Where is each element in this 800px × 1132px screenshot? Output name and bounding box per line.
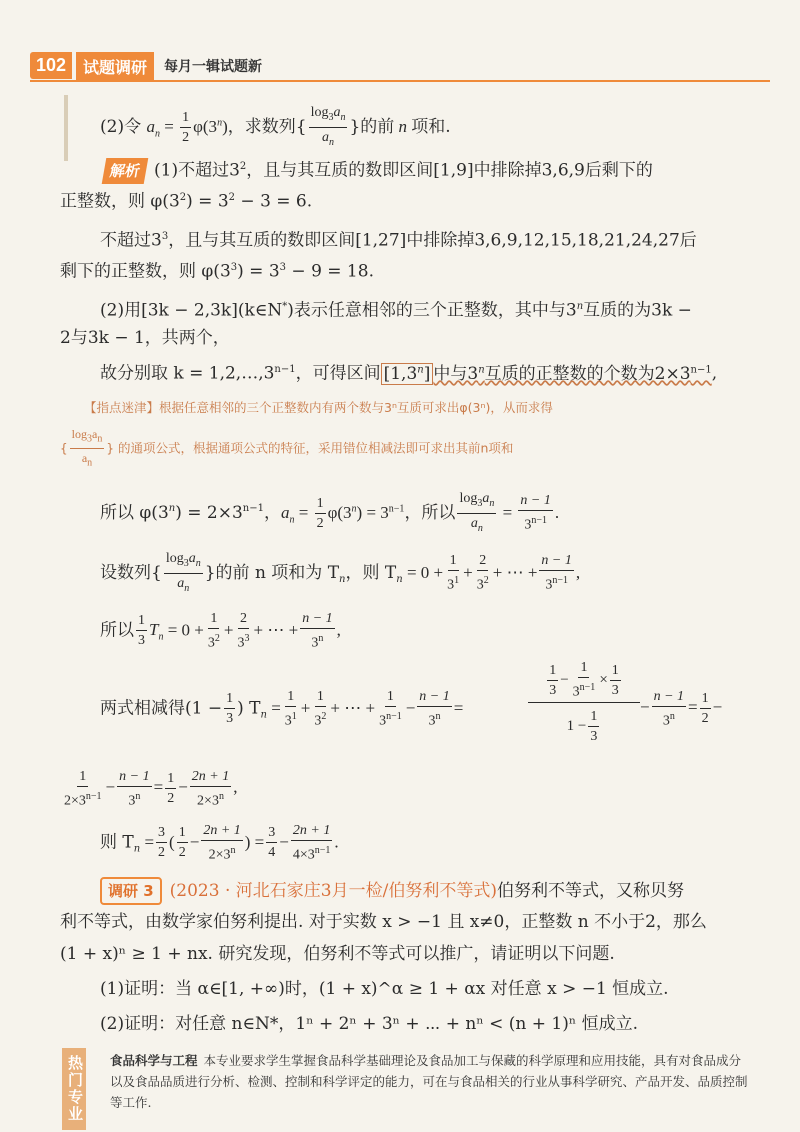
footer-box: [110, 1050, 750, 1113]
compound-fraction: $\frac{1}{3}$ − $\frac{1}{3^{n-1}}$ × $\frac{1}{3}$ 1 − $\frac{1}{3}$: [528, 658, 640, 749]
page-header: [30, 50, 770, 80]
solution-p2: 不超过$3^3$，且与其互质的数即区间[1,27]中排除掉3,6,9,12,15,18,21,24,27后: [100, 230, 697, 251]
header-rule: [30, 80, 770, 82]
solution-p4: 2与3k − 1，共两个，: [60, 328, 230, 348]
solution-p1: 解析 (1)不超过$3^2$，且与其互质的数即区间[1,9]中排除掉3,6,9后剩下的: [104, 155, 653, 184]
derivation-line3: 所以 $\frac{1}{3}$ $T_n = 0$ + $\frac{1}{3^2}$ + $\frac{2}{3^3}$ + ⋯ + $\frac{n - 1}{3^n}$ ,: [100, 611, 341, 651]
margin-bar: [64, 95, 68, 161]
solution-p1-cont: 正整数，则 $\varphi(3^2) = 3^2 - 3 = 6$.: [60, 191, 313, 212]
derivation-line4-tail: − $\frac{n - 1}{3^n}$ = $\frac{1}{2}$ −: [640, 689, 723, 729]
research3-tag: 调研 3: [100, 877, 162, 905]
research3-p3: (1 + x)ⁿ ≥ 1 + nx. 研究发现，伯努利不等式可以推广，请证明以下问题.: [60, 944, 615, 964]
hint-note-line1: 【指点迷津】根据任意相邻的三个正整数内有两个数与3ⁿ互质可求出φ(3ⁿ)，从而求得: [84, 400, 553, 415]
question-2: (2)令 $a_n$ = $\frac{1}{2}$ φ(3$^n$)，求数列{ $\frac{\log_3a_n}{a_n}$ }的前 n 项和.: [100, 105, 451, 148]
derivation-line5: $\frac{1}{2\times 3^{n-1}}$ − $\frac{n - 1}{3^n}$ = $\frac{1}{2}$ − $\frac{2n + 1}{2\times 3^n}$ ,: [64, 769, 238, 809]
research3-p2: 利不等式，由数学家伯努利提出. 对于实数 x > −1 且 x≠0，正整数 n 不小于2，那么: [60, 912, 707, 932]
hint-note-line2: { $\frac{\log_3a_n}{a_n}$ } 的通项公式，根据通项公式的特征，采用错位相减法即可求出其前n项和: [60, 427, 514, 469]
research3-p1: 调研 3 (2023 · 河北石家庄3月一检/伯努利不等式)伯努利不等式，又称贝努: [100, 877, 684, 905]
solution-tag: 解析: [102, 158, 149, 184]
footer-title: 食品科学与工程: [110, 1053, 198, 1068]
section-subtitle: 每月一辑试题新: [164, 59, 262, 75]
derivation-line6: 则 $T_n$ = $\frac{3}{2}$ ( $\frac{1}{2}$ − $\frac{2n + 1}{2\times 3^n}$ ) = $\frac{3}{4}$ − $\frac{2n + 1}{4\times 3^{n-1}}$ .: [100, 823, 339, 863]
solution-p5: 故分别取 $k = 1,2,\dots,3^{n-1}$，可得区间 [1,3$^n$] 中与3$^n$互质的正整数的个数为$2\times 3^{n-1}$,: [100, 363, 718, 384]
solution-p3: (2)用[3k − 2,3k](k∈N*)表示任意相邻的三个正整数，其中与3$^n$互质的为3k −: [100, 300, 692, 321]
hot-major-tag: 热门专业: [62, 1048, 86, 1130]
derivation-line2: 设数列{ $\frac{\log_3a_n}{a_n}$ }的前 n 项和为 $T_n$，则 $T_n = 0$ + $\frac{1}{3^1}$ + $\frac{2}{3^2}$ + ⋯ + $\frac{n - 1}{3^{n-1}}$ ,: [100, 551, 581, 594]
section-title: 试题调研: [76, 52, 154, 81]
solution-p2-cont: 剩下的正整数，则 $\varphi(3^3) = 3^3 - 9 = 18$.: [60, 261, 374, 282]
research3-q1: (1)证明：当 α∈[1, +∞)时，(1 + x)^α ≥ 1 + αx 对任意 x > −1 恒成立.: [100, 979, 669, 999]
derivation-line4: 两式相减得(1 − $\frac{1}{3}$ ) $T_n$ = $\frac{1}{3^1}$ + $\frac{1}{3^2}$ + ⋯ + $\frac{1}{3^{n-1}}$ − $\frac{n - 1}{3^n}$ =: [100, 689, 464, 729]
page-number: 102: [30, 52, 72, 79]
research3-q2: (2)证明：对任意 n∈N*，1ⁿ + 2ⁿ + 3ⁿ + ⋯ + nⁿ < (n + 1)ⁿ 恒成立.: [100, 1014, 639, 1034]
footer-text: 本专业要求学生掌握食品科学基础理论及食品加工与保藏的科学原理和应用技能，具有对食品成分以及食品品质进行分析、检测、控制和科学评定的能力，可在与食品相关的行业从事科学研究、产品开发、品质控制等工作.: [110, 1053, 748, 1110]
derivation-line1: 所以 $\varphi(3^n) = 2\times 3^{n-1}$，$a_n$ = $\frac{1}{2}$ $\varphi(3^n) = 3^{n-1}$，所以 $\frac{\log_3a_n}{a_n}$ = $\frac{n - 1}{3^{n-1}}$ .: [100, 491, 560, 534]
